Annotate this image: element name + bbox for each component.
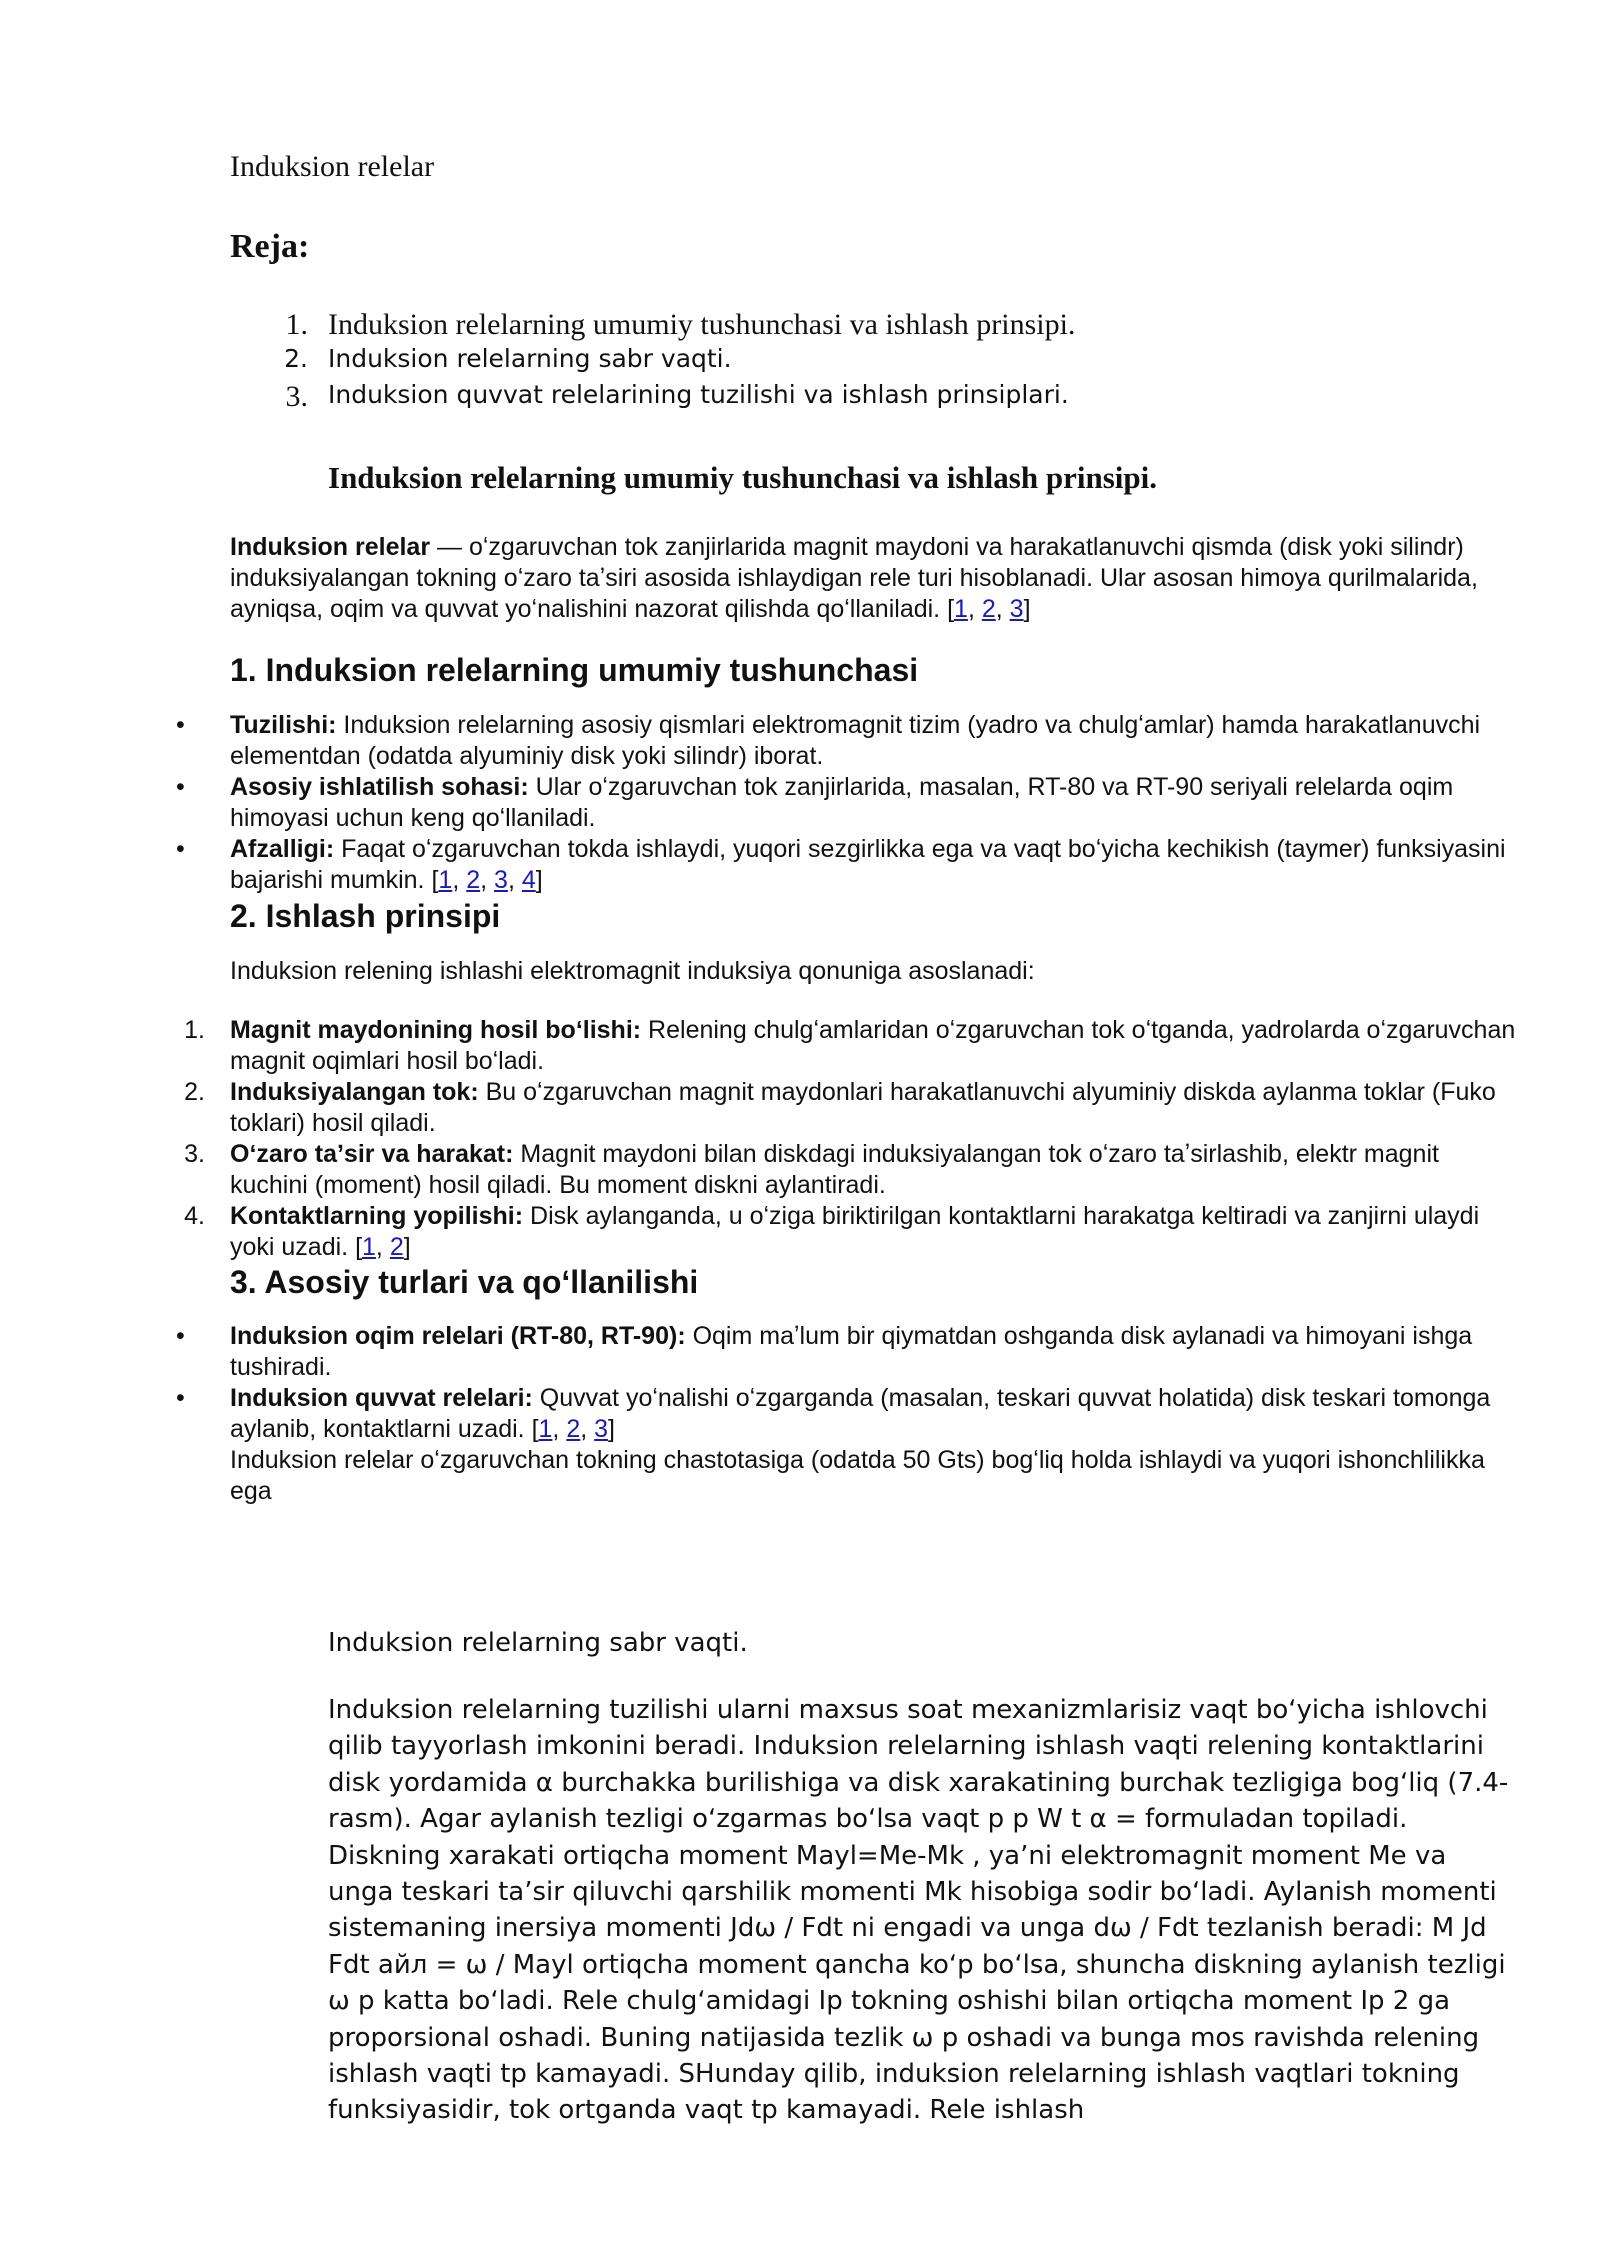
sabr-heading: Induksion relelarning sabr vaqti. — [328, 1628, 748, 1658]
citation-link[interactable]: 2 — [389, 1233, 404, 1261]
list-item — [0, 1383, 1520, 1445]
list-item-text: Magnit maydoni bilan diskdagi induksiyalangan tok oʻzaro taʼsirlashib, elektr magnit kuchini (moment) hosil qiladi. Bu moment diskni aylantiradi. — [230, 1140, 1439, 1199]
plan-item-text: Induksion relelarning umumiy tushunchasi va ishlash prinsipi. — [328, 308, 1076, 341]
citation-group: [1, 2, 3, 4] — [431, 866, 543, 894]
list-item-label: Induksion oqim relelari (RT-80, RT-90): — [230, 1322, 686, 1350]
list-item-label: Induksiyalangan tok: — [230, 1078, 479, 1106]
citation-group: [1, 2] — [355, 1233, 411, 1261]
part1-heading: 1. Induksion relelarning umumiy tushunchasi — [230, 652, 919, 688]
plan-item — [230, 308, 1430, 344]
plan-list — [230, 308, 1430, 416]
list-item-label: Induksion quvvat relelari: — [230, 1384, 533, 1412]
plan-heading: Reja: — [230, 228, 310, 265]
citation-link[interactable]: 2 — [566, 1415, 581, 1443]
citation-link[interactable]: 2 — [466, 866, 481, 894]
citation-link[interactable]: 1 — [438, 866, 453, 894]
list-item-label: Asosiy ishlatilish sohasi: — [230, 773, 529, 801]
list-item — [0, 772, 1520, 834]
citation-group: [1, 2, 3] — [947, 595, 1031, 623]
citation-link[interactable]: 3 — [1009, 595, 1024, 623]
part3-bullet-list — [0, 1321, 1540, 1507]
sabr-paragraph: Induksion relelarning tuzilishi ularni maxsus soat mexanizmlarisiz vaqt boʻyicha ishlovchi qilib tayyorlash imkonini beradi. Induksion relelarning ishlash vaqti relening kontaktlarini disk yordamida α burchakka burilishiga va disk xarakatining burchak tezligiga bogʻliq (7.4-rasm). Agar aylanish tezligi oʻzgarmas boʻlsa vaqt p p W t α = formuladan topiladi. Diskning xarakati ortiqcha moment Mayl=Me-Mk , yaʼni elektromagnit moment Me va unga teskari taʼsir qiluvchi qarshilik momenti Mk hisobiga sodir boʻladi. Aylanish momenti sistemaning inersiya momenti Jdω / Fdt ni engadi va unga dω / Fdt tezlanish beradi: M Jd Fdt айл = ω / Mayl ortiqcha moment qancha koʻp boʻlsa, shuncha diskning aylanish tezligi ω p katta boʻladi. Rele chulgʻamidagi Ip tokning oshishi bilan ortiqcha moment Ip 2 ga proporsional oshadi. Buning natijasida tezlik ω p oshadi va bunga mos ravishda relening ishlash vaqti tp kamayadi. SHunday qilib, induksion relelarning ishlash vaqtlari tokning funksiyasidir, tok ortganda vaqt tp kamayadi. Rele ishlash — [328, 1695, 1509, 2126]
citation-link[interactable]: 3 — [494, 866, 508, 894]
document-title: Induksion relelar — [230, 150, 435, 183]
intro-term: Induksion relelar — [230, 533, 431, 561]
citation-group: [1, 2, 3] — [531, 1415, 615, 1443]
part2-numbered-list — [0, 1015, 1540, 1263]
list-item — [0, 1201, 1520, 1263]
part1-bullet-list — [0, 710, 1540, 896]
plan-item-text: Induksion relelarning sabr vaqti. — [328, 344, 732, 373]
list-item-text: Quvvat yoʻnalishi oʻzgarganda (masalan, teskari quvvat holatida) disk teskari tomonga aylanib, kontaktlarni uzadi. — [230, 1384, 1491, 1443]
section-heading: Induksion relelarning umumiy tushunchasi va ishlash prinsipi. — [328, 460, 1157, 495]
list-item-text: Faqat oʻzgaruvchan tokda ishlaydi, yuqori sezgirlikka ega va vaqt boʻyicha kechikish (taymer) funksiyasini bajarishi mumkin. — [230, 835, 1506, 894]
bullet-icon: • — [176, 835, 185, 863]
closing-paragraph: Induksion relelar oʻzgaruvchan tokning chastotasiga (odatda 50 Gts) bogʻliq holda ishlaydi va yuqori ishonchlilikka ega — [230, 1446, 1485, 1505]
bullet-icon: • — [176, 711, 185, 739]
bullet-icon: • — [176, 1322, 185, 1350]
bullet-icon: • — [176, 1384, 185, 1412]
list-item-text: Relening chulgʻamlaridan oʻzgaruvchan tok oʻtganda, yadrolarda oʻzgaruvchan magnit oqimlari hosil boʻladi. — [230, 1016, 1516, 1075]
plan-item — [230, 380, 1430, 416]
citation-link[interactable]: 1 — [538, 1415, 553, 1443]
list-item-label: Oʻzaro taʼsir va harakat: — [230, 1140, 514, 1168]
part2-heading: 2. Ishlash prinsipi — [230, 898, 501, 934]
list-item — [0, 1015, 1520, 1077]
list-item-text: Induksion relelarning asosiy qismlari elektromagnit tizim (yadro va chulgʻamlar) hamda harakatlanuvchi elementdan (odatda alyuminiy disk yoki silindr) iborat. — [230, 711, 1481, 770]
list-item-number: 1. — [184, 1016, 205, 1044]
intro-text: — oʻzgaruvchan tok zanjirlarida magnit maydoni va harakatlanuvchi qismda (disk yoki silindr) induksiyalangan tokning oʻzaro taʼsiri asosida ishlaydigan rele turi hisoblanadi. Ular asosan himoya qurilmalarida, ayniqsa, oqim va quvvat yoʻnalishini nazorat qilishda qoʻllaniladi. — [230, 533, 1478, 623]
list-item-text: Ular oʻzgaruvchan tok zanjirlarida, masalan, RT-80 va RT-90 seriyali relelarda oqim himoyasi uchun keng qoʻllaniladi. — [230, 773, 1454, 832]
part2-lead: Induksion relening ishlashi elektromagnit induksiya qonuniga asoslanadi: — [230, 957, 1035, 985]
list-item — [0, 1077, 1520, 1139]
plan-item-number: 2. — [284, 344, 308, 373]
citation-link[interactable]: 1 — [362, 1233, 376, 1261]
plan-item — [230, 344, 1430, 380]
list-item — [0, 1321, 1520, 1383]
list-item-number: 4. — [184, 1202, 205, 1230]
list-item-text: Disk aylanganda, u oʻziga biriktirilgan kontaktlarni harakatga keltiradi va zanjirni ulaydi yoki uzadi. — [230, 1202, 1480, 1261]
citation-link[interactable]: 3 — [594, 1415, 609, 1443]
list-item — [0, 834, 1520, 896]
list-item — [0, 710, 1520, 772]
citation-link[interactable]: 4 — [521, 866, 536, 894]
intro-paragraph — [230, 532, 1520, 625]
list-item-label: Afzalligi: — [230, 835, 335, 863]
list-item-number: 3. — [184, 1140, 205, 1168]
bullet-icon: • — [176, 773, 185, 801]
plan-item-number: 3. — [285, 380, 308, 413]
list-item-text: Oqim maʼlum bir qiymatdan oshganda disk aylanadi va himoyani ishga tushiradi. — [230, 1322, 1473, 1381]
citation-link[interactable]: 2 — [981, 595, 996, 623]
part3-heading: 3. Asosiy turlari va qoʻllanilishi — [230, 1264, 699, 1300]
list-item-text: Bu oʻzgaruvchan magnit maydonlari harakatlanuvchi alyuminiy diskda aylanma toklar (Fuko toklari) hosil qiladi. — [230, 1078, 1496, 1137]
list-item — [0, 1139, 1520, 1201]
citation-link[interactable]: 1 — [954, 595, 968, 623]
plan-item-number: 1. — [285, 308, 308, 341]
list-item-label: Tuzilishi: — [230, 711, 337, 739]
list-item-label: Magnit maydonining hosil boʻlishi: — [230, 1016, 642, 1044]
list-item-number: 2. — [184, 1078, 205, 1106]
list-item-label: Kontaktlarning yopilishi: — [230, 1202, 524, 1230]
plan-item-text: Induksion quvvat relelarining tuzilishi va ishlash prinsiplari. — [328, 380, 1069, 409]
